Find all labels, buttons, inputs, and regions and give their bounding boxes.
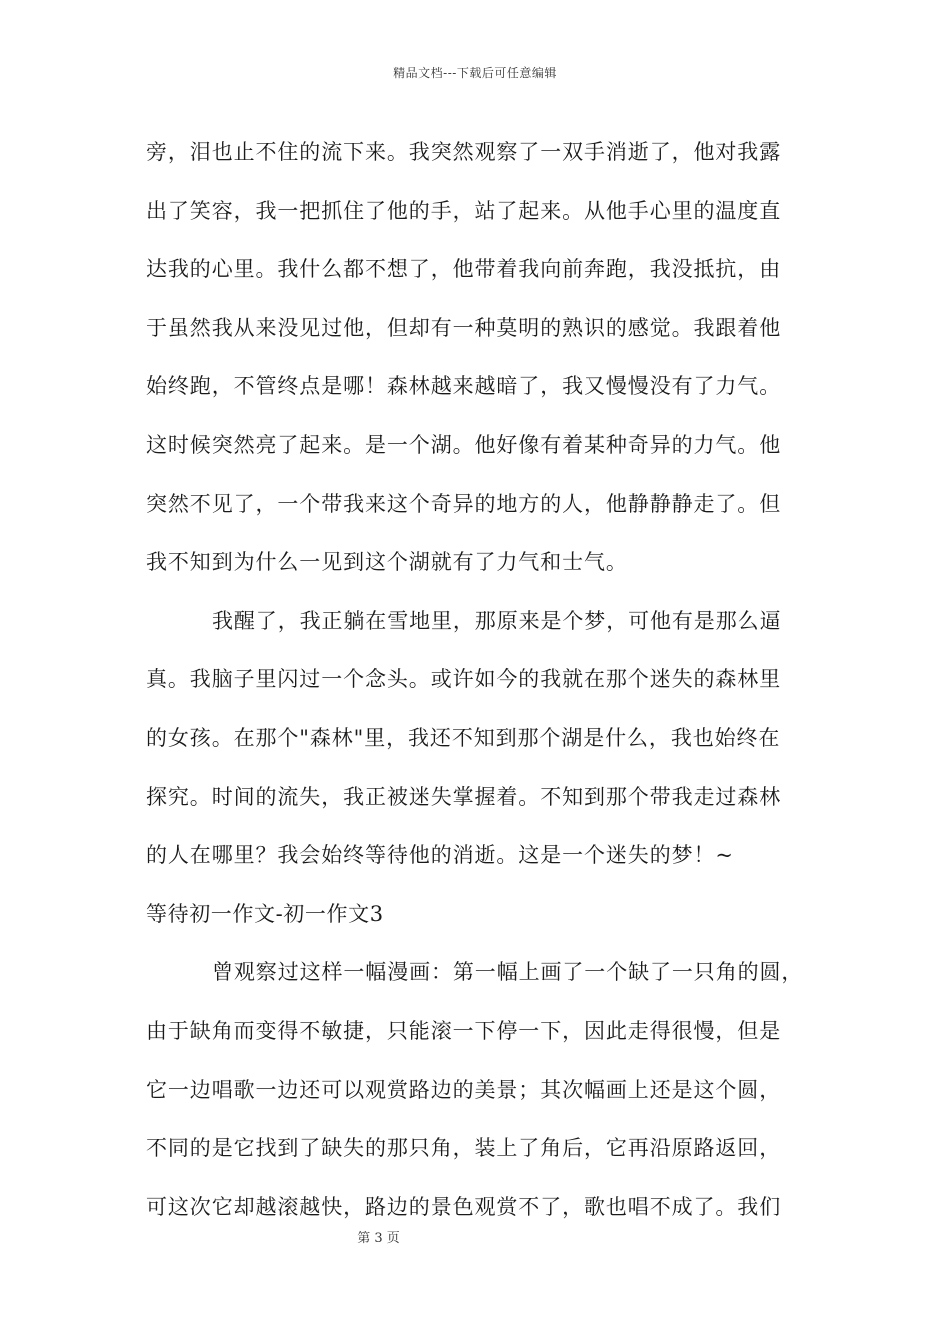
text-line: 的女孩。在那个"森林"里，我还不知到那个湖是什么，我也始终在 bbox=[146, 725, 781, 750]
text-line: 达我的心里。我什么都不想了，他带着我向前奔跑，我没抵抗，由 bbox=[146, 257, 782, 282]
text-line: 不同的是它找到了缺失的那只角，装上了角后，它再沿原路返回， bbox=[146, 1136, 782, 1161]
text-line: 始终跑，不管终点是哪！森林越来越暗了，我又慢慢没有了力气。 bbox=[146, 374, 782, 399]
text-line: 突然不见了，一个带我来这个奇异的地方的人，他静静静走了。但 bbox=[146, 491, 782, 516]
page-number: 第 3 页 bbox=[357, 1231, 400, 1246]
text-line: 可这次它却越滚越快，路边的景色观赏不了，歌也唱不成了。我们 bbox=[146, 1194, 782, 1219]
section-heading: 等待初一作文-初一作文3 bbox=[146, 901, 384, 926]
text-line: 这时候突然亮了起来。是一个湖。他好像有着某种奇异的力气。他 bbox=[146, 432, 782, 457]
text-line: 真。我脑子里闪过一个念头。或许如今的我就在那个迷失的森林里 bbox=[146, 667, 782, 692]
text-line: 它一边唱歌一边还可以观赏路边的美景；其次幅画上还是这个圆， bbox=[146, 1077, 782, 1102]
text-line: 探究。时间的流失，我正被迷失掌握着。不知到那个带我走过森林 bbox=[146, 784, 782, 809]
document-body bbox=[146, 130, 826, 1243]
paragraph-start-line: 我醒了，我正躺在雪地里，那原来是个梦，可他有是那么逼 bbox=[212, 608, 782, 633]
text-line: 旁，泪也止不住的流下来。我突然观察了一双手消逝了，他对我露 bbox=[146, 140, 782, 164]
text-line: 于虽然我从来没见过他，但却有一种莫明的熟识的感觉。我跟着他 bbox=[146, 315, 782, 340]
page-header: 精品文档---下载后可任意编辑 bbox=[393, 66, 557, 80]
text-line: 由于缺角而变得不敏捷，只能滚一下停一下，因此走得很慢，但是 bbox=[146, 1018, 782, 1043]
text-line: 我不知到为什么一见到这个湖就有了力气和士气。 bbox=[146, 550, 628, 575]
text-line: 出了笑容，我一把抓住了他的手，站了起来。从他手心里的温度直 bbox=[146, 198, 782, 223]
paragraph-start-line: 曾观察过这样一幅漫画：第一幅上画了一个缺了一只角的圆， bbox=[212, 960, 804, 985]
text-line: 的人在哪里？我会始终等待他的消逝。这是一个迷失的梦！~ bbox=[146, 843, 734, 868]
